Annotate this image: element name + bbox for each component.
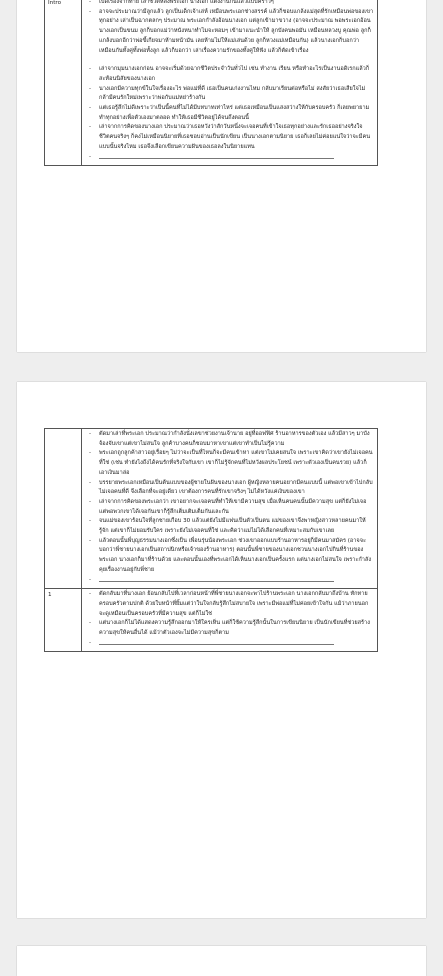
bullet-text: ตัดมาเล่าที่พระเอก ประมาณว่ากำลังนั่งเลขาช่วยงานเจ้านาย อยู่ที่ออฟฟิศ ร้านอาหารของตัวเอง แล้วมีสาวๆ มาบังจ้องจับเขาแต่เขาไม่สนใจ ลูกค้าบางคนก็ชอบมาหาเขาแต่เขาทำเป็นไม่รู้ความ <box>99 431 370 447</box>
bullet-text: แล้วตอนนั้นพี่บุญธรรมนางเอกซึ่งเป็น เพื่อนรุ่นน้องพระเอก ช่วงเขาออกแบบร้านอาหารอยู่ก็มีคนมาสมัคร (อาจจะบอกว่าพี่ชายนางเอกเป็นสถาปนิกหรือเจ้าของร้านอาหาร) ตอนนั้นพี่ชายของนางเอกชวนนางเอกไปกินที่ร้านของพระเอก นางเอกก็มาที่ร้านด้วย และตอนนั้นเองที่พระเอกได้เห็นนางเอกเป็นครั้งแรก แต่นางเอกไม่สนใจ เพราะกำลังคุยเรื่องงานอยู่กับพี่ชาย <box>99 537 372 573</box>
bullet-dash-mark: - <box>89 431 92 437</box>
document-page-3 <box>17 946 426 976</box>
bullet-divider <box>89 576 374 586</box>
outline-row <box>45 429 378 589</box>
bullet-item <box>89 498 374 517</box>
section-label: Intro <box>45 0 82 166</box>
bullet-spacer <box>89 56 374 65</box>
bullet-item <box>89 517 374 536</box>
section-content <box>82 429 378 589</box>
bullet-text: เปิดเรื่องจากท้าย เล่าชีวิตหลังพระเอก นางเอก แต่งงานกันแล้วแบบคร่าวๆ <box>99 0 274 5</box>
bullet-dash-mark: - <box>89 537 92 544</box>
bullet-text: เล่าจากการคิดของนางเอก ประมาณว่าเธอหวังว่าสักวันหนึ่งจะเจอคนที่เข้าใจเธอทุกอย่างและรักเธออย่างจริงใจ ชีวิตคนจริงๆ ก็คงไม่เหมือนนิยายที่เธอชอบอ่านเป็นนักเขียน เป็นนางเอกตามนิยาย เธอก็เลยไม่ค่อยแน่ใจว่าจะมีคนแบบนั้นจริงไหม เธอจึงเลือกเขียนความฝันของเธอลงในนิยายแทน <box>99 124 371 150</box>
bullet-dash-mark <box>89 56 99 65</box>
bullet-text: จนแม่ของเขาร้อนใจที่ลูกชายเกือบ 30 แล้วแต่ยังไม่มีแฟนเป็นตัวเป็นตน แม่ของเขาจึงพาหญิงสาวหลายคนมาให้รู้จัก แต่เขาก็ไม่ยอมรับใคร เพราะยังไม่เจอคนที่ใช่ และคิดว่าแม่ไม่ได้เลือกคนที่เหมาะสมกับเขาเลย <box>99 518 366 535</box>
bullet-dash-mark: - <box>89 639 92 646</box>
bullet-text: ตัดกลับมาที่นางเอก ย้อนกลับไปที่เวลาก่อนหน้าที่พี่ชายนางเอกจะพาไปร้านพระเอก นางเอกกลับมาถึงบ้าน ทักทายครอบครัวตามปกติ ด้วยใบหน้าที่ยิ้มแต่ว่าในใจกลับรู้สึกไม่สบายใจ เพราะมีพ่อแม่ที่ไม่ค่อยเข้าใจกัน แม้ว่าภายนอกจะดูเหมือนเป็นครอบครัวที่มีความสุข แต่ก็ไม่ใช่ <box>99 591 369 617</box>
bullet-item <box>89 449 374 478</box>
bullet-dash-mark: - <box>89 0 92 5</box>
bullet-divider <box>89 153 374 163</box>
divider-line <box>99 576 334 582</box>
bullet-item <box>89 85 374 104</box>
section-label: 1 <box>45 589 82 652</box>
bullet-item <box>89 123 374 152</box>
bullet-item <box>89 0 374 8</box>
bullet-text: แต่นางเอกก็ไม่ได้แสดงความรู้สึกออกมาให้ใครเห็น แต่ก็ใช้ความรู้สึกนั้นในการเขียนนิยาย เป็นนักเขียนที่ช่วยสร้างความสุขให้คนอื่นได้ แม้ว่าตัวเองจะไม่มีความสุขก็ตาม <box>99 620 370 637</box>
bullet-item <box>89 537 374 576</box>
bullet-item <box>89 619 374 638</box>
bullet-item <box>89 65 374 84</box>
bullet-text: นางเอกมีความทุกข์ในใจเรื่องอะไร พ่อแม่ที่ดี เธอเป็นคนเก่งงานไหม กลับมาเรียนต่อหรือไม่ สงสัยว่าเธอเสียใจไม่กล้ามีคนรักใหม่เพราะว่าพ่อกับแม่หย่าร้างกัน <box>99 85 366 102</box>
bullet-dash-mark: - <box>89 518 92 525</box>
bullet-item <box>89 479 374 498</box>
bullet-item <box>89 430 374 449</box>
outline-table <box>44 0 378 166</box>
outline-table <box>44 428 378 652</box>
bullet-dash-mark: - <box>89 620 92 627</box>
bullet-dash-mark: - <box>89 498 92 505</box>
divider-line <box>99 639 334 645</box>
bullet-item <box>89 8 374 57</box>
bullet-dash-mark: - <box>89 8 92 15</box>
bullet-divider <box>89 639 374 649</box>
bullet-dash-mark: - <box>89 591 92 598</box>
bullet-dash-mark: - <box>89 66 92 73</box>
bullet-text: อาจจะประมาณว่ามีลูกแล้ว ลูกเป็นเด็กเจ้าเล่ห์ เหมือนพระเอกช่างสรรค์ แล้วก็ชอบแกล้งแม่สุดที่รักเหมือนพ่อของเขาทุกอย่าง เล่าเป็นฉากตลกๆ ประมาณ พระเอกกำลังอ้อนนางเอก แต่ลูกเข้ามาขวาง (อาจจะประมาณ พอพระเอกอ้อนนางเอกเป็นขนม ลูกก็บอกแม่ว่าหนังหนาทำไมจะหอมๆ เข้ามาแนะนำให้ ลูกบังคนพอมัน เหมือนหลวงบู คุณพ่อ ลูกก็แกล้งบอกอีกว่าพ่อขี้เกียจมาห้ามหน้ามัน เลยห้ามไม่ให้แม่เล่นด้วย ลูกก็หวงแม่เหมือนกัน) แล้วนางเอกก็บอกว่า เหมือนกันทั้งคู่ทั้งพ่อทั้งลูก แล้วก็บอกว่า เล่าเรื่องความรักของทั้งคู่ให้ฟัง แล้วก็ตัดเข้าเรื่อง <box>99 8 374 54</box>
document-page-1 <box>17 0 426 352</box>
outline-row <box>45 0 378 166</box>
section-label <box>45 429 82 589</box>
bullet-text: บรรยายพระเอกเหมือนเป็นต้นแบบของผู้ชายในฝันของนางเอก ผู้หญิงหลายคนอยากมีคนแบบนี้ แต่พอเขาเข้าไปกลับไม่เจอคนที่ดี จึงเลือกที่จะอยู่เดียว เขาต้องการคนที่รักเขาจริงๆ ไม่ได้หวังแค่เงินของเขา <box>99 479 373 496</box>
bullet-dash-mark: - <box>89 153 92 160</box>
bullet-dash-mark: - <box>89 450 92 457</box>
bullet-text: แต่เธอรู้สึกไม่ดีเพราะว่าเป็นนี้คนที่ไม่ได้มีบทบาทเท่าไหร่ แต่เธอเหมือนเป็นแสงสว่างให้กับครอบครัว ก็เลยพยายามทำทุกอย่างเพื่อตัวเองมาตลอด ทำให้เธอมีชีวิตอยู่ได้จนถึงตอนนี้ <box>99 105 370 121</box>
bullet-dash-mark: - <box>89 105 92 112</box>
document-page-2 <box>17 382 426 918</box>
divider-line <box>99 153 334 159</box>
bullet-item <box>89 590 374 619</box>
bullet-dash-mark: - <box>89 124 92 131</box>
bullet-text: พระเอกถูกลูกค้าสาวอยู่เรื่อยๆ ไม่ว่าจะเป็นที่ไหนก็จะมีคนเข้าหา แต่เขาไม่เคยสนใจ เพราะเขาคิดว่าเขายังไม่เจอคนที่ใช่ (เช่น ทำยังไงถึงได้คนรักที่จริงใจกับเขา เขาก็ไม่รู้จักคนที่ไม่หวังผลประโยชน์ เพราะตัวเองเป็นคนรวย) แล้วก็เอาเงินมาล่อ <box>99 450 373 476</box>
bullet-item <box>89 104 374 123</box>
bullet-text: เล่าจากการคิดของพระเอกว่า เขาอยากจะเจอคนที่ทำให้เขามีความสุข เมื่อเห็นคนคนนั้นมีความสุข แต่ก็ยังไม่เจอ แต่พอพวกเขาได้เจอกันเขาก็รู้สึกเต็มเติมเต็มกันและกัน <box>99 498 367 515</box>
bullet-dash-mark: - <box>89 85 92 92</box>
bullet-text: เล่าจากมุมนางเอกก่อน อาจจะเริ่มด้วยฉากชีวิตประจำวันทั่วไป เช่น ทำงาน เรียน หรือทำอะไรเป็นงานอดิเรกแล้วก็สะท้อนนิสัยของนางเอก <box>99 66 370 82</box>
section-content <box>82 589 378 652</box>
bullet-dash-mark: - <box>89 576 92 583</box>
outline-row <box>45 589 378 652</box>
section-content <box>82 0 378 166</box>
bullet-dash-mark: - <box>89 479 92 486</box>
